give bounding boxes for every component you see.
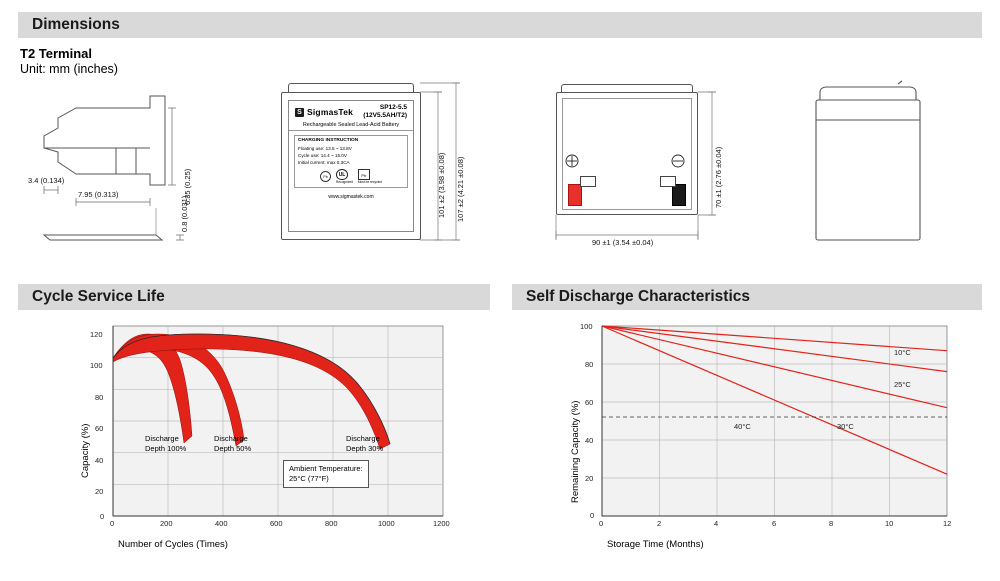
sigmastek-logo-icon: S xyxy=(295,108,304,117)
terminal-width-small-dim: 3.4 (0.134) xyxy=(28,176,65,185)
label-brand-row xyxy=(289,101,413,120)
cycle-ytick-100: 100 xyxy=(90,361,103,370)
front-view-dimensions xyxy=(420,80,480,250)
series-label-30c: 30°C xyxy=(837,422,854,431)
selfd-x-axis-title: Storage Time (Months) xyxy=(607,539,704,550)
charging-line-floating: Floating use: 13.5 ~ 13.8V xyxy=(298,146,352,152)
annotation-depth-50: Discharge Depth 50% xyxy=(214,434,252,454)
charging-instruction-box xyxy=(294,135,408,188)
battery-label xyxy=(288,100,414,232)
model-number: SP12-5.5 xyxy=(379,104,407,111)
cycle-xtick-0: 0 xyxy=(110,519,115,528)
section-header-dimensions xyxy=(18,12,982,38)
model-block xyxy=(363,104,407,120)
selfd-xtick-6: 6 xyxy=(772,519,777,528)
selfd-xtick-2: 2 xyxy=(657,519,662,528)
cycle-xtick-600: 600 xyxy=(270,519,283,528)
section-title-dimensions: Dimensions xyxy=(32,16,120,33)
cycle-x-axis-title: Number of Cycles (Times) xyxy=(118,539,228,550)
terminal-type-label: T2 Terminal xyxy=(20,46,93,61)
terminal-thickness-dim: 0.8 (0.031) xyxy=(180,195,189,232)
cycle-ytick-80: 80 xyxy=(95,393,104,402)
selfd-xtick-12: 12 xyxy=(943,519,952,528)
front-body-height-dim: 101 ±2 (3.98 ±0.08) xyxy=(437,152,446,218)
section-header-cycle-service-life xyxy=(18,284,490,310)
lead-icon: Pb xyxy=(358,169,370,180)
label-description: Rechargeable Sealed Lead-Acid Battery xyxy=(289,122,413,131)
ul-icon: UL xyxy=(336,169,348,180)
annotation-ambient-temperature: Ambient Temperature: 25°C (77°F) xyxy=(283,460,369,488)
lead-caption: Must be recycled xyxy=(357,180,382,185)
unit-note-label: Unit: mm (inches) xyxy=(20,62,118,76)
terminal-width-large-dim: 7.95 (0.313) xyxy=(78,190,119,199)
series-label-25c: 25°C xyxy=(894,380,911,389)
self-discharge-chart xyxy=(512,318,982,558)
model-spec: (12V5.5AH/T2) xyxy=(363,112,407,120)
charging-line-current: Initial current: max 0.3CA xyxy=(298,159,350,165)
series-label-40c: 40°C xyxy=(734,422,751,431)
selfd-xtick-8: 8 xyxy=(829,519,834,528)
selfd-ytick-80: 80 xyxy=(585,360,594,369)
selfd-y-axis-title: Remaining Capacity (%) xyxy=(570,400,581,503)
cycle-xtick-800: 800 xyxy=(325,519,338,528)
cycle-xtick-200: 200 xyxy=(160,519,173,528)
series-label-10c: 10°C xyxy=(894,348,911,357)
certification-row xyxy=(298,169,404,185)
ul-caption: Recognized xyxy=(336,180,353,185)
selfd-xtick-0: 0 xyxy=(599,519,604,528)
cycle-xtick-1200: 1200 xyxy=(433,519,450,528)
side-width-dim: 90 ±1 (3.54 ±0.04) xyxy=(592,238,654,247)
cycle-service-life-chart xyxy=(18,318,490,558)
cycle-ytick-20: 20 xyxy=(95,487,104,496)
cycle-y-axis-title: Capacity (%) xyxy=(80,423,91,478)
selfd-ytick-20: 20 xyxy=(585,474,594,483)
website-text: www.sigmastek.com xyxy=(328,193,374,200)
terminal-drawing xyxy=(30,90,230,255)
selfd-ytick-60: 60 xyxy=(585,398,594,407)
section-title-self-discharge: Self Discharge Characteristics xyxy=(526,288,750,305)
battery-rear-view xyxy=(806,78,936,248)
annotation-depth-100: Discharge Depth 100% xyxy=(145,434,187,454)
selfd-xtick-10: 10 xyxy=(885,519,894,528)
cycle-xtick-400: 400 xyxy=(215,519,228,528)
terminal-height-dim: 6.35 (0.25) xyxy=(183,168,192,205)
front-total-height-dim: 107 ±2 (4.21 ±0.08) xyxy=(456,156,465,222)
annotation-depth-30: Discharge Depth 30% xyxy=(346,434,384,454)
cycle-ytick-40: 40 xyxy=(95,456,104,465)
section-header-self-discharge xyxy=(512,284,982,310)
selfd-ytick-40: 40 xyxy=(585,436,594,445)
side-view-dimensions xyxy=(548,80,728,260)
recycle-icon: Pb xyxy=(320,171,331,182)
charging-instruction-title: CHARGING INSTRUCTION xyxy=(298,138,359,144)
selfd-ytick-100: 100 xyxy=(580,322,593,331)
selfd-ytick-0: 0 xyxy=(590,511,595,520)
side-height-dim: 70 ±1 (2.76 ±0.04) xyxy=(714,146,723,208)
cycle-ytick-60: 60 xyxy=(95,424,104,433)
selfd-xtick-4: 4 xyxy=(714,519,719,528)
cycle-ytick-0: 0 xyxy=(100,512,105,521)
cycle-ytick-120: 120 xyxy=(90,330,103,339)
charging-line-cycle: Cycle use: 14.4 ~ 15.0V xyxy=(298,152,347,158)
brand-name: SigmasTek xyxy=(307,107,354,118)
section-title-cycle: Cycle Service Life xyxy=(32,288,165,305)
cycle-xtick-1000: 1000 xyxy=(378,519,395,528)
